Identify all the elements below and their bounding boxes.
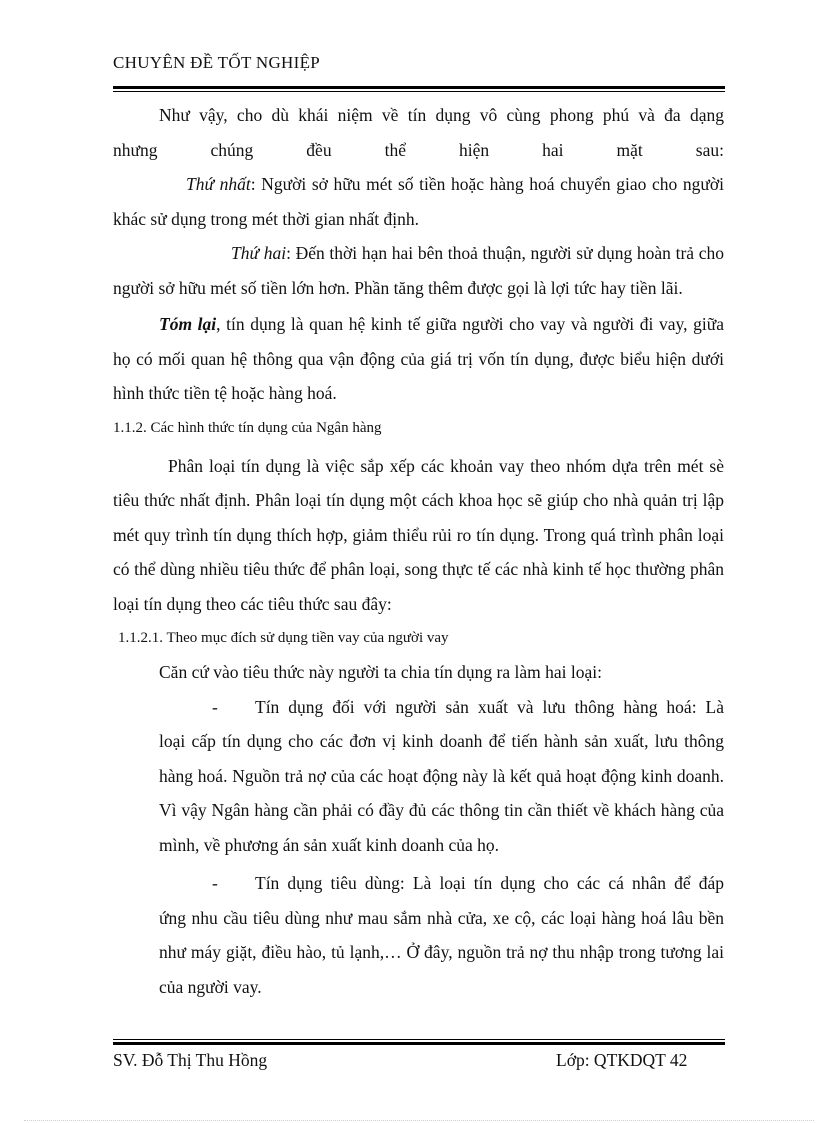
summary-text: , tín dụng là quan hệ kinh tế giữa người cho vay và người đi vay, giữa họ có mối quan hệ thông qua vận động của giá trị vốn tín dụng, được biểu hiện dưới hình thức tiền tệ hoặc hàng hoá. [113,314,724,403]
footer-author: SV. Đỗ Thị Thu Hồng [113,1050,268,1070]
bullet-2-text: ứng nhu cầu tiêu dùng như mau sắm nhà cửa, xe cộ, các loại hàng hoá lâu bền như máy giặt, điều hào, tủ lạnh,… Ở đây, nguồn trả nợ thu nhập trong tương lai của người vay. [159,907,724,997]
paragraph-classification: Phân loại tín dụng là việc sắp xếp các khoản vay theo nhóm dựa trên mét sè tiêu thức nhất định. Phân loại tín dụng một cách khoa học sẽ giúp cho nhà quản trị lập mét quy trình tín dụng thích hợp, giảm thiểu rủi ro tín dụng. Trong quá trình phân loại có thể dùng nhiều tiêu thức để phân loại, song thực tế các nhà kinh tế học thường phân loại tín dụng theo các tiêu thức sau đây: [113,455,724,614]
second-point-text: : Đến thời hạn hai bên thoả thuận, người sử dụng hoàn trả cho người sở hữu mét số tiền lớn hơn. Phần tăng thêm được gọi là lợi tức hay tiền lãi. [113,243,724,298]
header-rule-thin [113,91,725,92]
header-rule-thick [113,86,725,89]
second-point-label: Thứ hai [231,243,287,263]
paragraph-criteria: Căn cứ vào tiêu thức này người ta chia tín dụng ra làm hai loại: [159,662,603,682]
paragraph-second-point [113,236,724,305]
footer-rule-thin [113,1039,725,1040]
footer-rule-thick [113,1042,725,1045]
paragraph-intro-line-1: Như vậy, cho dù khái niệm về tín dụng vô cùng phong phú và đa dạng [159,105,724,125]
first-point-label: Thứ nhất [186,174,251,194]
document-body [113,98,724,1004]
section-heading-1-1-2-1: 1.1.2.1. Theo mục đích sử dụng tiền vay của người vay [118,630,449,646]
bullet-dash-icon: - [212,873,218,893]
paragraph-first-point [113,167,724,236]
bullet-1-text: loại cấp tín dụng cho các đơn vị kinh doanh để tiến hành sản xuất, lưu thông hàng hoá. Nguồn trả nợ của các hoạt động này là kết quả hoạt động kinh doanh. Vì vậy Ngân hàng cần phải có đầy đủ các thông tin cần thiết về khách hàng của mình, về phương án sản xuất kinh doanh của họ. [159,731,724,855]
list-item [159,690,724,863]
paragraph-summary [113,307,724,411]
footer-class: Lớp: QTKDQT 42 [556,1050,688,1070]
section-heading-1-1-2: 1.1.2. Các hình thức tín dụng của Ngân hàng [113,419,382,436]
page-header-title: CHUYÊN ĐỀ TỐT NGHIỆP [113,53,321,72]
list-item [159,866,724,1004]
summary-label: Tóm lại [159,314,217,334]
bullet-dash-icon: - [212,696,218,717]
bullet-2-first-line: Tín dụng tiêu dùng: Là loại tín dụng cho các cá nhân để đáp [255,873,724,893]
page-bottom-divider [24,1120,814,1121]
first-point-text: : Người sở hữu mét số tiền hoặc hàng hoá chuyển giao cho người khác sử dụng trong mét thời gian nhất định. [113,174,725,229]
bullet-1-first-line: Tín dụng đối với người sản xuất và lưu thông hàng hoá: Là [255,696,724,717]
paragraph-intro-line-2: nhưng chúng đều thể hiện hai mặt sau: [113,139,724,160]
